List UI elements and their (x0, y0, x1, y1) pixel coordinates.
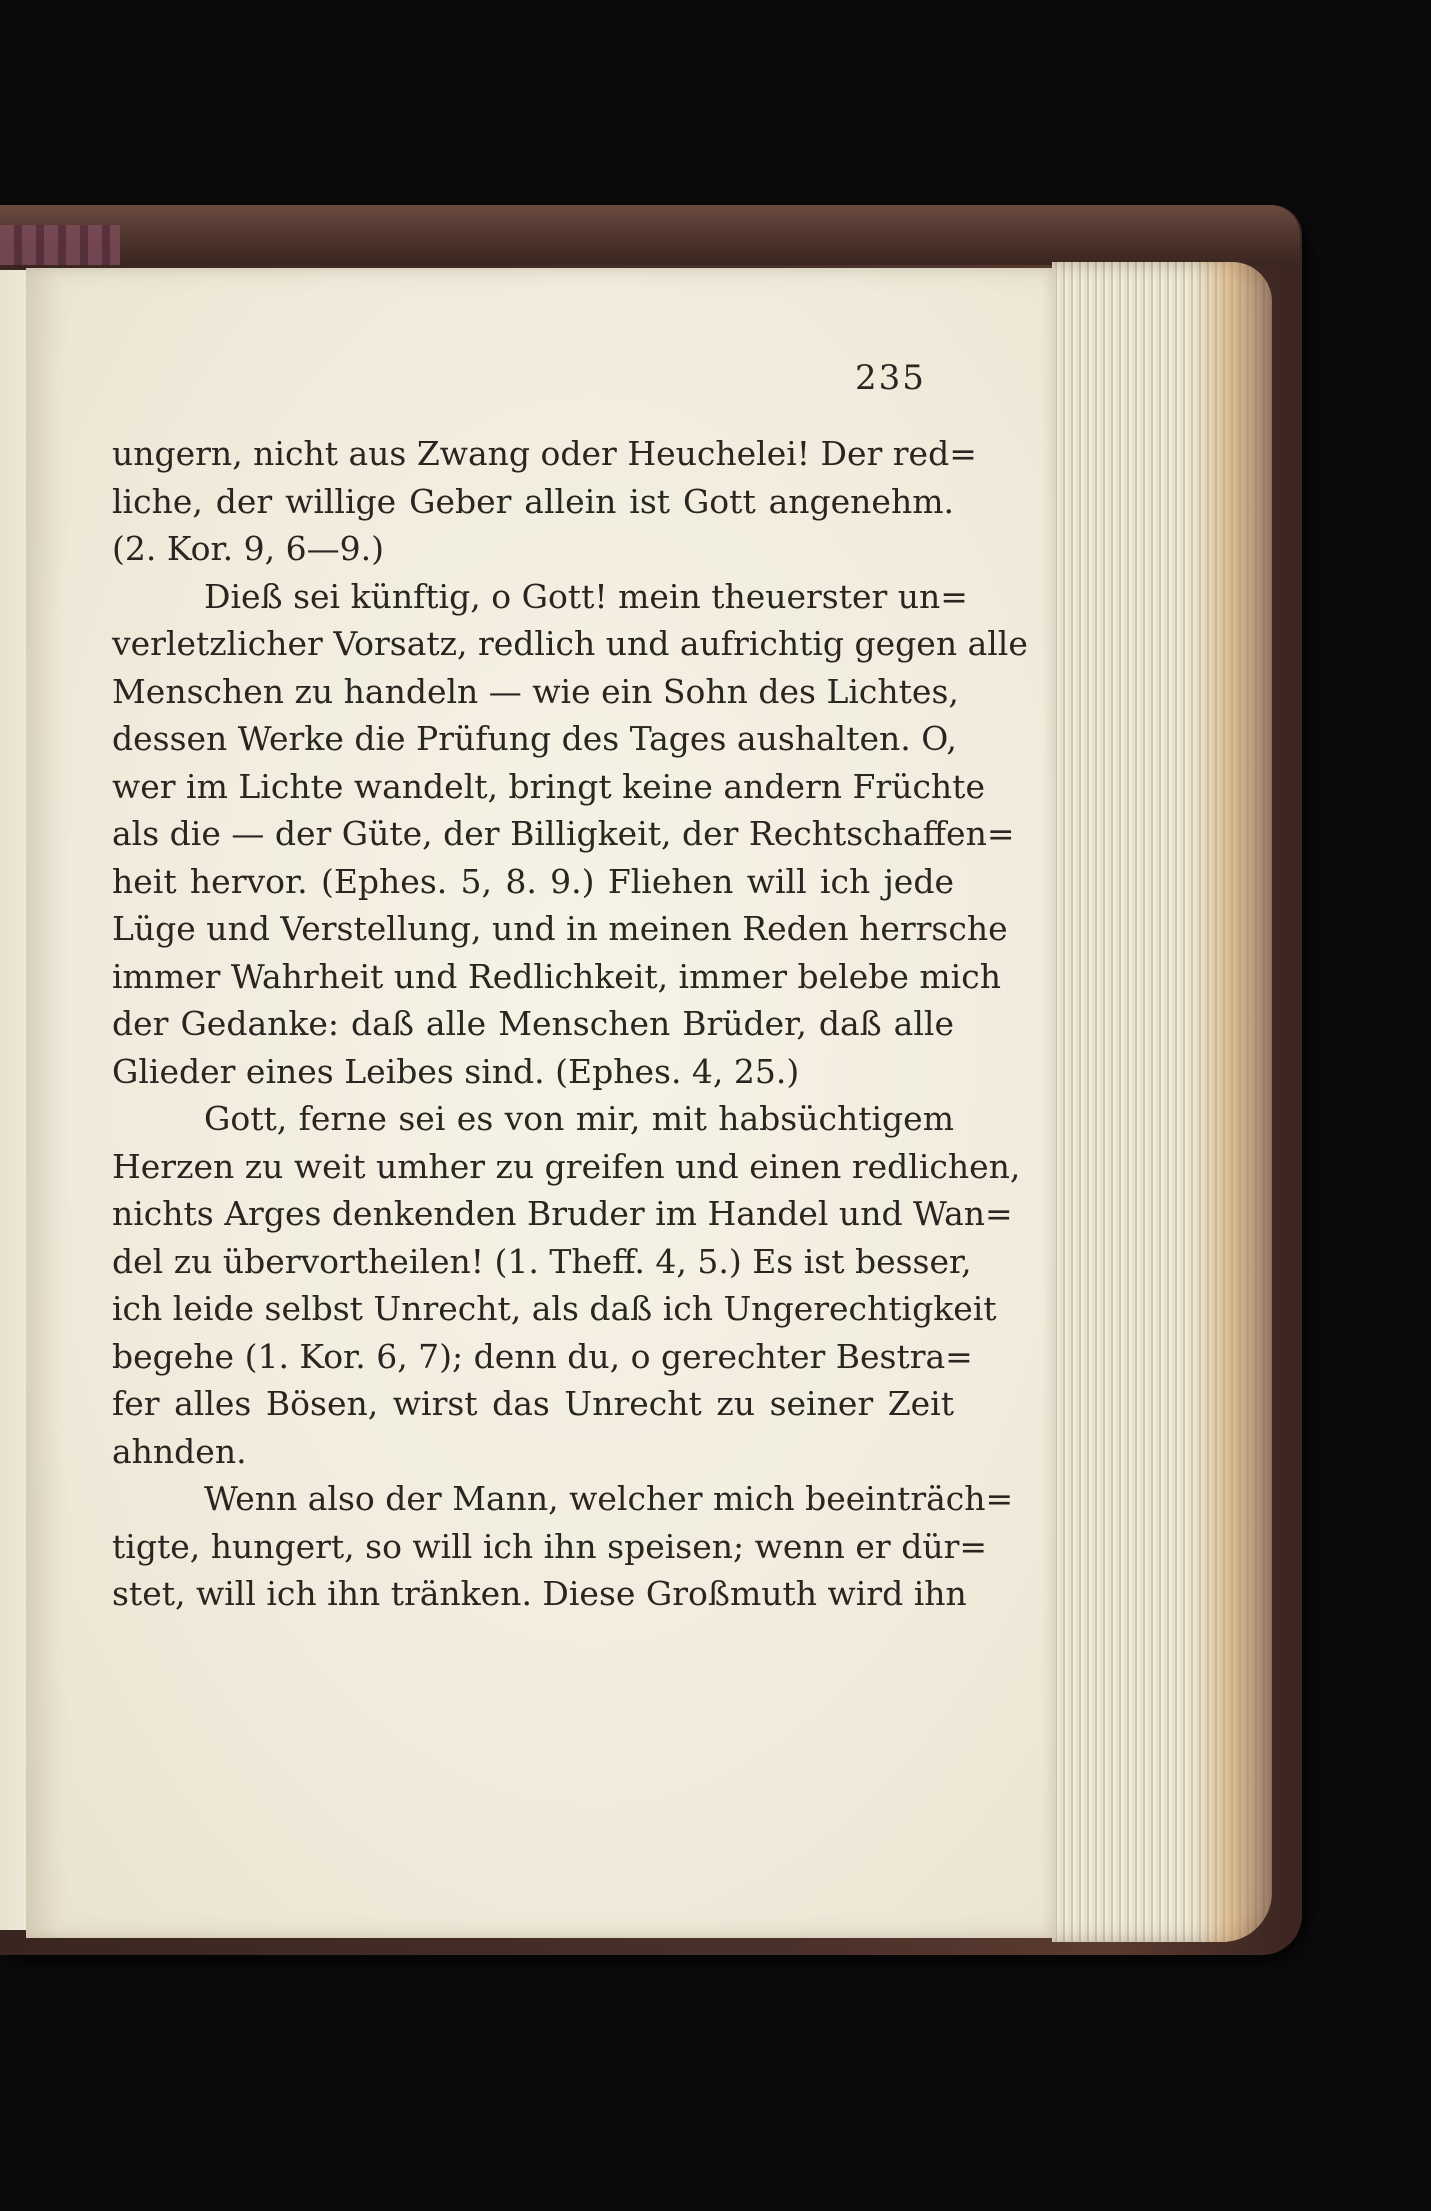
text-line: liche, der willige Geber allein ist Gott angenehm. (112, 481, 954, 521)
text-line: Lüge und Verstellung, und in meinen Reden herrsche (112, 909, 1008, 948)
text-line: Gott, ferne sei es von mir, mit habsüchtigem (204, 1099, 954, 1138)
text-line: Menschen zu handeln — wie ein Sohn des Lichtes, (112, 671, 959, 711)
text-line: nichts Arges denkenden Bruder im Handel und Wan= (112, 1194, 1013, 1233)
book-spine-top (0, 205, 1300, 265)
text-line: stet, will ich ihn tränken. Diese Großmuth wird ihn (112, 1574, 967, 1613)
text-line: fer alles Bösen, wirst das Unrecht zu seiner Zeit (112, 1384, 954, 1423)
text-line: Herzen zu weit umher zu greifen und einen redlichen, (112, 1146, 1021, 1186)
text-line: ich leide selbst Unrecht, als daß ich Ungerechtigkeit (112, 1289, 997, 1328)
page-edges (1052, 262, 1272, 1942)
text-line: der Gedanke: daß alle Menschen Brüder, daß alle (112, 1004, 954, 1043)
text-line: Glieder eines Leibes sind. (Ephes. 4, 25.) (112, 1051, 800, 1091)
text-line: immer Wahrheit und Redlichkeit, immer belebe mich (112, 956, 1001, 996)
text-line: ahnden. (112, 1431, 247, 1471)
text-line: tigte, hungert, so will ich ihn speisen; wenn er dür= (112, 1526, 987, 1566)
page-text (112, 430, 1028, 1618)
page-number: 235 (855, 358, 926, 398)
text-line: verletzlicher Vorsatz, redlich und aufrichtig gegen alle (112, 624, 1028, 663)
text-line: wer im Lichte wandelt, bringt keine andern Früchte (112, 766, 985, 806)
text-line: ungern, nicht aus Zwang oder Heuchelei! Der red= (112, 434, 977, 473)
text-line: heit hervor. (Ephes. 5, 8. 9.) Fliehen will ich jede (112, 861, 954, 901)
text-line: del zu übervortheilen! (1. Theff. 4, 5.) Es ist besser, (112, 1241, 972, 1281)
text-line: begehe (1. Kor. 6, 7); denn du, o gerechter Bestra= (112, 1336, 973, 1376)
text-line: Wenn also der Mann, welcher mich beeinträch= (204, 1479, 1014, 1518)
text-line: dessen Werke die Prüfung des Tages aushalten. O, (112, 719, 957, 758)
text-line: als die — der Güte, der Billigkeit, der Rechtschaffen= (112, 814, 1015, 853)
text-line: Dieß sei künftig, o Gott! mein theuerster un= (204, 576, 968, 616)
text-line: (2. Kor. 9, 6—9.) (112, 529, 384, 568)
spine-decoration (0, 225, 120, 265)
